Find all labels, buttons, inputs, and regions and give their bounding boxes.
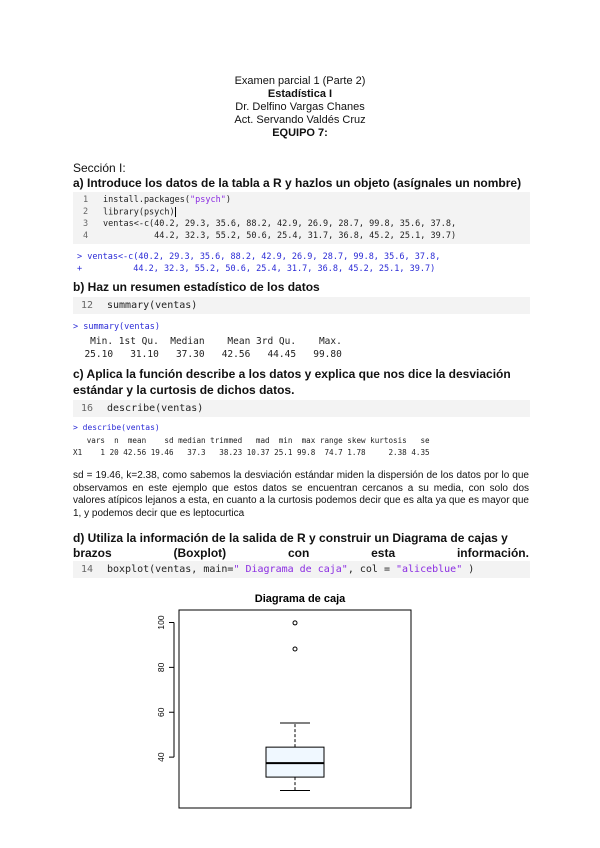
- summary-values: 25.10 31.10 37.30 42.56 44.45 99.80: [73, 349, 342, 360]
- console-command: > describe(ventas): [73, 423, 160, 432]
- line-number: 12: [81, 300, 94, 311]
- code-string: "psych": [190, 195, 226, 205]
- team-name: EQUIPO 7:: [272, 127, 328, 139]
- question-b: b) Haz un resumen estadístico de los datos: [73, 280, 320, 294]
- console-line: + 44.2, 32.3, 55.2, 50.6, 25.4, 31.7, 36.8, 45.2, 25.1, 39.7): [77, 264, 436, 274]
- line-number: 3: [83, 219, 89, 229]
- question-c-line2: estándar y la curtosis de dichos datos.: [73, 383, 295, 397]
- line-number: 14: [81, 564, 94, 575]
- line-number: 2: [83, 207, 89, 217]
- code-line: summary(ventas): [107, 300, 198, 311]
- code-string: " Diagrama de caja": [233, 564, 348, 575]
- code-block-b: [73, 297, 530, 314]
- line-number: 4: [83, 231, 89, 241]
- word: brazos: [73, 546, 112, 560]
- code-line: [107, 564, 474, 575]
- code-string: "aliceblue": [396, 564, 463, 575]
- word: información.: [456, 546, 529, 560]
- question-c-line1: c) Aplica la función describe a los datos y explica que nos dice la desviación: [73, 367, 511, 381]
- code-block-c: [73, 400, 530, 417]
- code-text: ): [225, 195, 231, 205]
- code-text: boxplot(ventas, main=: [107, 564, 234, 575]
- box-marks: [266, 621, 324, 791]
- professor-name: Dr. Delfino Vargas Chanes: [235, 101, 365, 113]
- boxplot-chart: [150, 585, 450, 815]
- code-text: , col =: [347, 564, 396, 575]
- code-block-a: [73, 192, 530, 244]
- describe-values: X1 1 20 42.56 19.46 37.3 38.23 10.37 25.1 99.8 74.7 1.78 2.38 4.35: [73, 448, 430, 457]
- y-tick-label: 40: [156, 752, 166, 762]
- console-command: > summary(ventas): [73, 322, 160, 332]
- code-block-d: [73, 561, 530, 578]
- course-name: Estadística I: [267, 88, 333, 100]
- code-text: library(psych): [103, 207, 175, 218]
- assistant-name: Act. Servando Valdés Cruz: [234, 114, 366, 126]
- code-text: ): [462, 564, 475, 575]
- y-tick-label: 80: [156, 662, 166, 673]
- describe-header: vars n mean sd median trimmed mad min max range skew kurtosis se: [73, 436, 430, 445]
- question-d-line2: [73, 546, 529, 561]
- word: esta: [371, 546, 396, 560]
- section-title: Sección I:: [73, 161, 126, 175]
- explanation-paragraph: sd = 19.46, k=2.38, como sabemos la desviación estándar miden la dispersión de los datos por lo que observamos en este ejemplo que estos datos se encuentran cercanos a su media, con solo dos valores atípicos lejanos a esta, en cuanto a la curtosis podemos decir que es alta ya que es mayor que 1, y podemos decir que es leptocurtica: [73, 470, 529, 519]
- code-text: install.packages(: [103, 195, 190, 205]
- text-cursor: [175, 207, 176, 217]
- question-d-line1: d) Utiliza la información de la salida de R y construir un Diagrama de cajas y: [73, 531, 508, 545]
- code-line: [103, 195, 231, 205]
- console-line: > ventas<-c(40.2, 29.3, 35.6, 88.2, 42.9, 26.9, 28.7, 99.8, 35.6, 37.8,: [77, 252, 441, 262]
- question-a: a) Introduce los datos de la tabla a R y hazlos un objeto (asígnales un nombre): [73, 176, 522, 190]
- summary-header: Min. 1st Qu. Median Mean 3rd Qu. Max.: [73, 336, 342, 347]
- outlier-point: [293, 647, 297, 651]
- exam-title: Examen parcial 1 (Parte 2): [234, 75, 366, 87]
- y-tick-label: 100: [156, 615, 166, 630]
- word: (Boxplot): [173, 546, 227, 560]
- word: con: [287, 546, 310, 560]
- code-line: [103, 207, 176, 218]
- line-number: 16: [81, 403, 94, 414]
- line-number: 1: [83, 195, 89, 205]
- y-tick-label: 60: [156, 707, 166, 717]
- code-line: describe(ventas): [107, 403, 204, 414]
- y-axis: [156, 615, 174, 762]
- code-line: 44.2, 32.3, 55.2, 50.6, 25.4, 31.7, 36.8, 45.2, 25.1, 39.7): [103, 231, 457, 241]
- outlier-point: [293, 621, 297, 625]
- code-line: ventas<-c(40.2, 29.3, 35.6, 88.2, 42.9, 26.9, 28.7, 99.8, 35.6, 37.8,: [103, 219, 457, 229]
- iqr-box: [266, 747, 324, 777]
- chart-title: Diagrama de caja: [254, 593, 346, 605]
